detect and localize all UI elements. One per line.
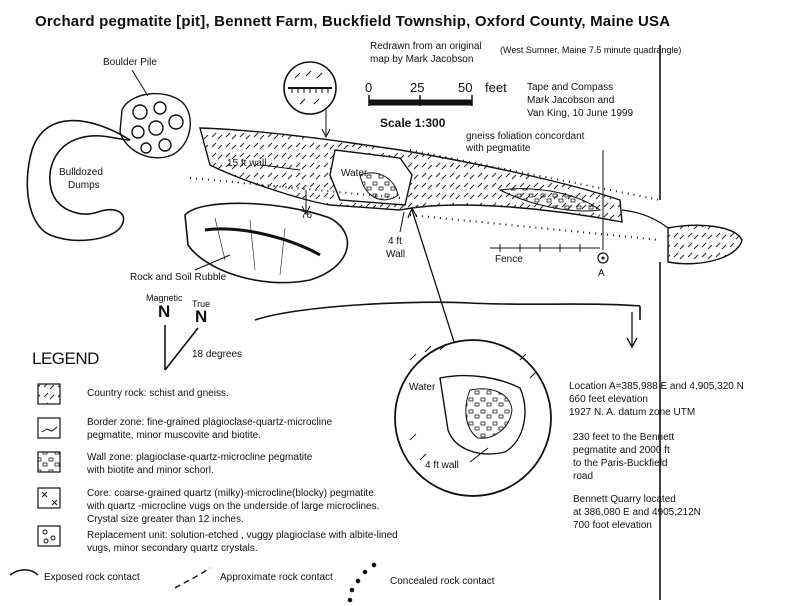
magnetic-label: Magnetic xyxy=(146,293,183,303)
wall-4-label-b: Wall xyxy=(386,249,406,260)
survey-line-3: Van King, 10 June 1999 xyxy=(527,108,634,119)
quarry-line-3: 700 foot elevation xyxy=(573,520,652,531)
true-n: N xyxy=(195,307,208,326)
approximate-contact-label: Approximate rock contact xyxy=(220,572,333,583)
exposed-contact-label: Exposed rock contact xyxy=(44,572,140,583)
boulder-pile xyxy=(120,94,190,158)
distance-line-3: to the Paris-Buckfield xyxy=(573,458,668,469)
map-title: Orchard pegmatite [pit], Bennett Farm, Buckfield Township, Oxford County, Maine USA xyxy=(35,13,671,30)
scale-ratio: Scale 1:300 xyxy=(380,116,446,130)
scale-tick-0: 0 xyxy=(365,80,373,95)
distance-line-1: 230 feet to the Bennett xyxy=(573,432,675,443)
location-line-1: Location A=385,988 E and 4,905,320 N xyxy=(569,381,744,392)
wall-4-label-a: 4 ft xyxy=(388,236,402,247)
dumps-label-2: Dumps xyxy=(68,180,100,191)
inset-wall-label: 4 ft wall xyxy=(425,460,459,471)
distance-line-2: pegmatite and 2000 ft xyxy=(573,445,670,456)
inset-water-label: Water xyxy=(409,382,436,393)
scale-tick-50: 50 xyxy=(458,80,473,95)
legend-swatches xyxy=(38,384,60,546)
scale-bar xyxy=(369,95,472,106)
location-line-3: 1927 N. A. datum zone UTM xyxy=(569,407,696,418)
rock-soil-rubble xyxy=(185,203,347,282)
dip-label: 76 xyxy=(301,210,313,221)
concealed-contact-label: Concealed rock contact xyxy=(390,576,495,587)
dumps-label-1: Bulldozed xyxy=(59,167,103,178)
wall-15-label: 15 ft wall xyxy=(227,158,267,169)
distance-line-4: road xyxy=(573,471,594,482)
legend-heading: LEGEND xyxy=(32,349,99,368)
survey-line-1: Tape and Compass xyxy=(527,82,614,93)
quarry-line-1: Bennett Quarry located xyxy=(573,494,676,505)
redrawn-line-2: map by Mark Jacobson xyxy=(370,54,474,65)
magnetic-n: N xyxy=(158,302,171,321)
declination-label: 18 degrees xyxy=(192,349,243,360)
boulder-pile-label: Boulder Pile xyxy=(103,57,157,68)
contact-line-east xyxy=(622,210,668,228)
survey-line-2: Mark Jacobson and xyxy=(527,95,615,106)
scale-tick-25: 25 xyxy=(410,80,425,95)
quarry-line-2: at 386,080 E and 4905,212N xyxy=(573,507,701,518)
inset-detail xyxy=(395,340,551,496)
redrawn-line-1: Redrawn from an original xyxy=(370,41,482,52)
gneiss-label-2: with pegmatite xyxy=(466,143,531,154)
foliation-symbol xyxy=(284,62,336,114)
legend-replacement-2: vugs, minor secondary quartz crystals. xyxy=(87,543,258,554)
north-arrows xyxy=(165,325,198,370)
legend-replacement-1: Replacement unit: solution-etched , vuggy plagioclase with albite-lined xyxy=(87,530,398,541)
boulder-pile-leader xyxy=(132,70,148,96)
fence-label: Fence xyxy=(495,254,523,265)
scale-unit: feet xyxy=(485,80,507,95)
quadrangle-note: (West Sumner, Maine 7.5 minute quadrangle) xyxy=(500,45,682,55)
legend-core-3: Crystal size greater than 12 inches. xyxy=(87,514,244,525)
location-line-2: 660 feet elevation xyxy=(569,394,648,405)
legend-core-2: with quartz -microcline vugs on the underside of large microclines. xyxy=(87,501,380,512)
true-label: True xyxy=(192,299,211,309)
legend-core-1: Core: coarse-grained quartz (milky)-microcline(blocky) pegmatite xyxy=(87,488,374,499)
east-outcrop xyxy=(668,225,742,263)
rubble-label: Rock and Soil Rubble xyxy=(130,272,227,283)
point-a-label: A xyxy=(598,268,605,279)
gneiss-label-1: gneiss foliation concordant xyxy=(466,131,585,142)
legend-border-1: Border zone: fine-grained plagioclase-quartz-microcline xyxy=(87,417,333,428)
inset-leader xyxy=(412,210,455,345)
legend-wall-1: Wall zone: plagioclase-quartz-microcline pegmatite xyxy=(87,452,313,463)
legend-border-2: pegmatite, minor muscovite and biotite. xyxy=(87,430,261,441)
legend-country-rock: Country rock: schist and gneiss. xyxy=(87,388,229,399)
legend-wall-2: with biotite and minor schorl. xyxy=(87,465,214,476)
water-label: Water xyxy=(341,168,368,179)
